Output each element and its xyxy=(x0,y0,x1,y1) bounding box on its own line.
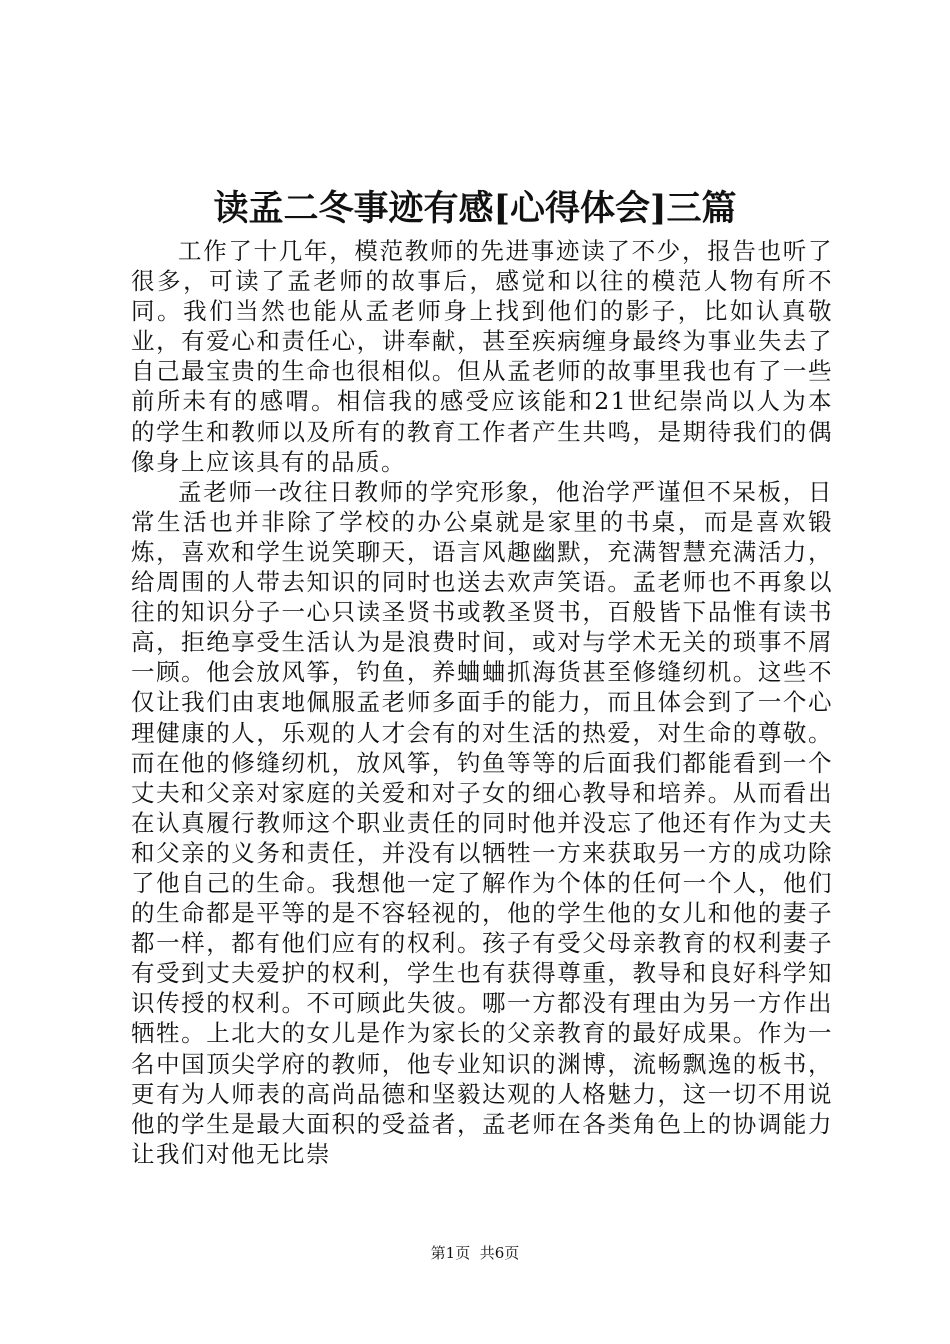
page-footer xyxy=(0,1243,950,1263)
document-title: 读孟二冬事迹有感[心得体会]三篇 xyxy=(213,188,737,229)
page-number: 第1页 xyxy=(430,1244,471,1262)
paragraph-1: 工作了十几年，模范教师的先进事迹读了不少，报告也听了很多，可读了孟老师的故事后，感觉和以往的模范人物有所不同。我们当然也能从孟老师身上找到他们的影子，比如认真敬业，有爱心和责任心，讲奉献，甚至疾病缠身最终为事业失去了自己最宝贵的生命也很相似。但从孟老师的故事里我也有了一些前所未有的感喟。相信我的感受应该能和21世纪崇尚以人为本的学生和教师以及所有的教育工作者产生共鸣，是期待我们的偶像身上应该具有的品质。 xyxy=(131,237,833,476)
footer-spacer xyxy=(470,1244,480,1262)
page-total: 共6页 xyxy=(479,1244,520,1262)
document-body xyxy=(131,236,833,1169)
paragraph-2: 孟老师一改往日教师的学究形象，他治学严谨但不呆板，日常生活也并非除了学校的办公桌就是家里的书桌，而是喜欢锻炼，喜欢和学生说笑聊天，语言风趣幽默，充满智慧充满活力，给周围的人带去知识的同时也送去欢声笑语。孟老师也不再象以往的知识分子一心只读圣贤书或教圣贤书，百般皆下品惟有读书高，拒绝享受生活认为是浪费时间，或对与学术无关的琐事不屑一顾。他会放风筝，钓鱼，养蛐蛐抓海货甚至修缝纫机。这些不仅让我们由衷地佩服孟老师多面手的能力，而且体会到了一个心理健康的人，乐观的人才会有的对生活的热爱，对生命的尊敬。而在他的修缝纫机，放风筝，钓鱼等等的后面我们都能看到一个丈夫和父亲对家庭的关爱和对子女的细心教导和培养。从而看出在认真履行教师这个职业责任的同时他并没忘了他还有作为丈夫和父亲的义务和责任，并没有以牺牲一方来获取另一方的成功除了他自己的生命。我想他一定了解作为个体的任何一个人，他们的生命都是平等的是不容轻视的，他的学生他的女儿和他的妻子都一样，都有他们应有的权利。孩子有受父母亲教育的权利妻子有受到丈夫爱护的权利，学生也有获得尊重，教导和良好科学知识传授的权利。不可顾此失彼。哪一方都没有理由为另一方作出牺牲。上北大的女儿是作为家长的父亲教育的最好成果。作为一名中国顶尖学府的教师，他专业知识的渊博，流畅飘逸的板书，更有为人师表的高尚品德和坚毅达观的人格魅力，这一切不用说他的学生是最大面积的受益者，孟老师在各类角色上的协调能力让我们对他无比崇 xyxy=(131,477,833,1168)
